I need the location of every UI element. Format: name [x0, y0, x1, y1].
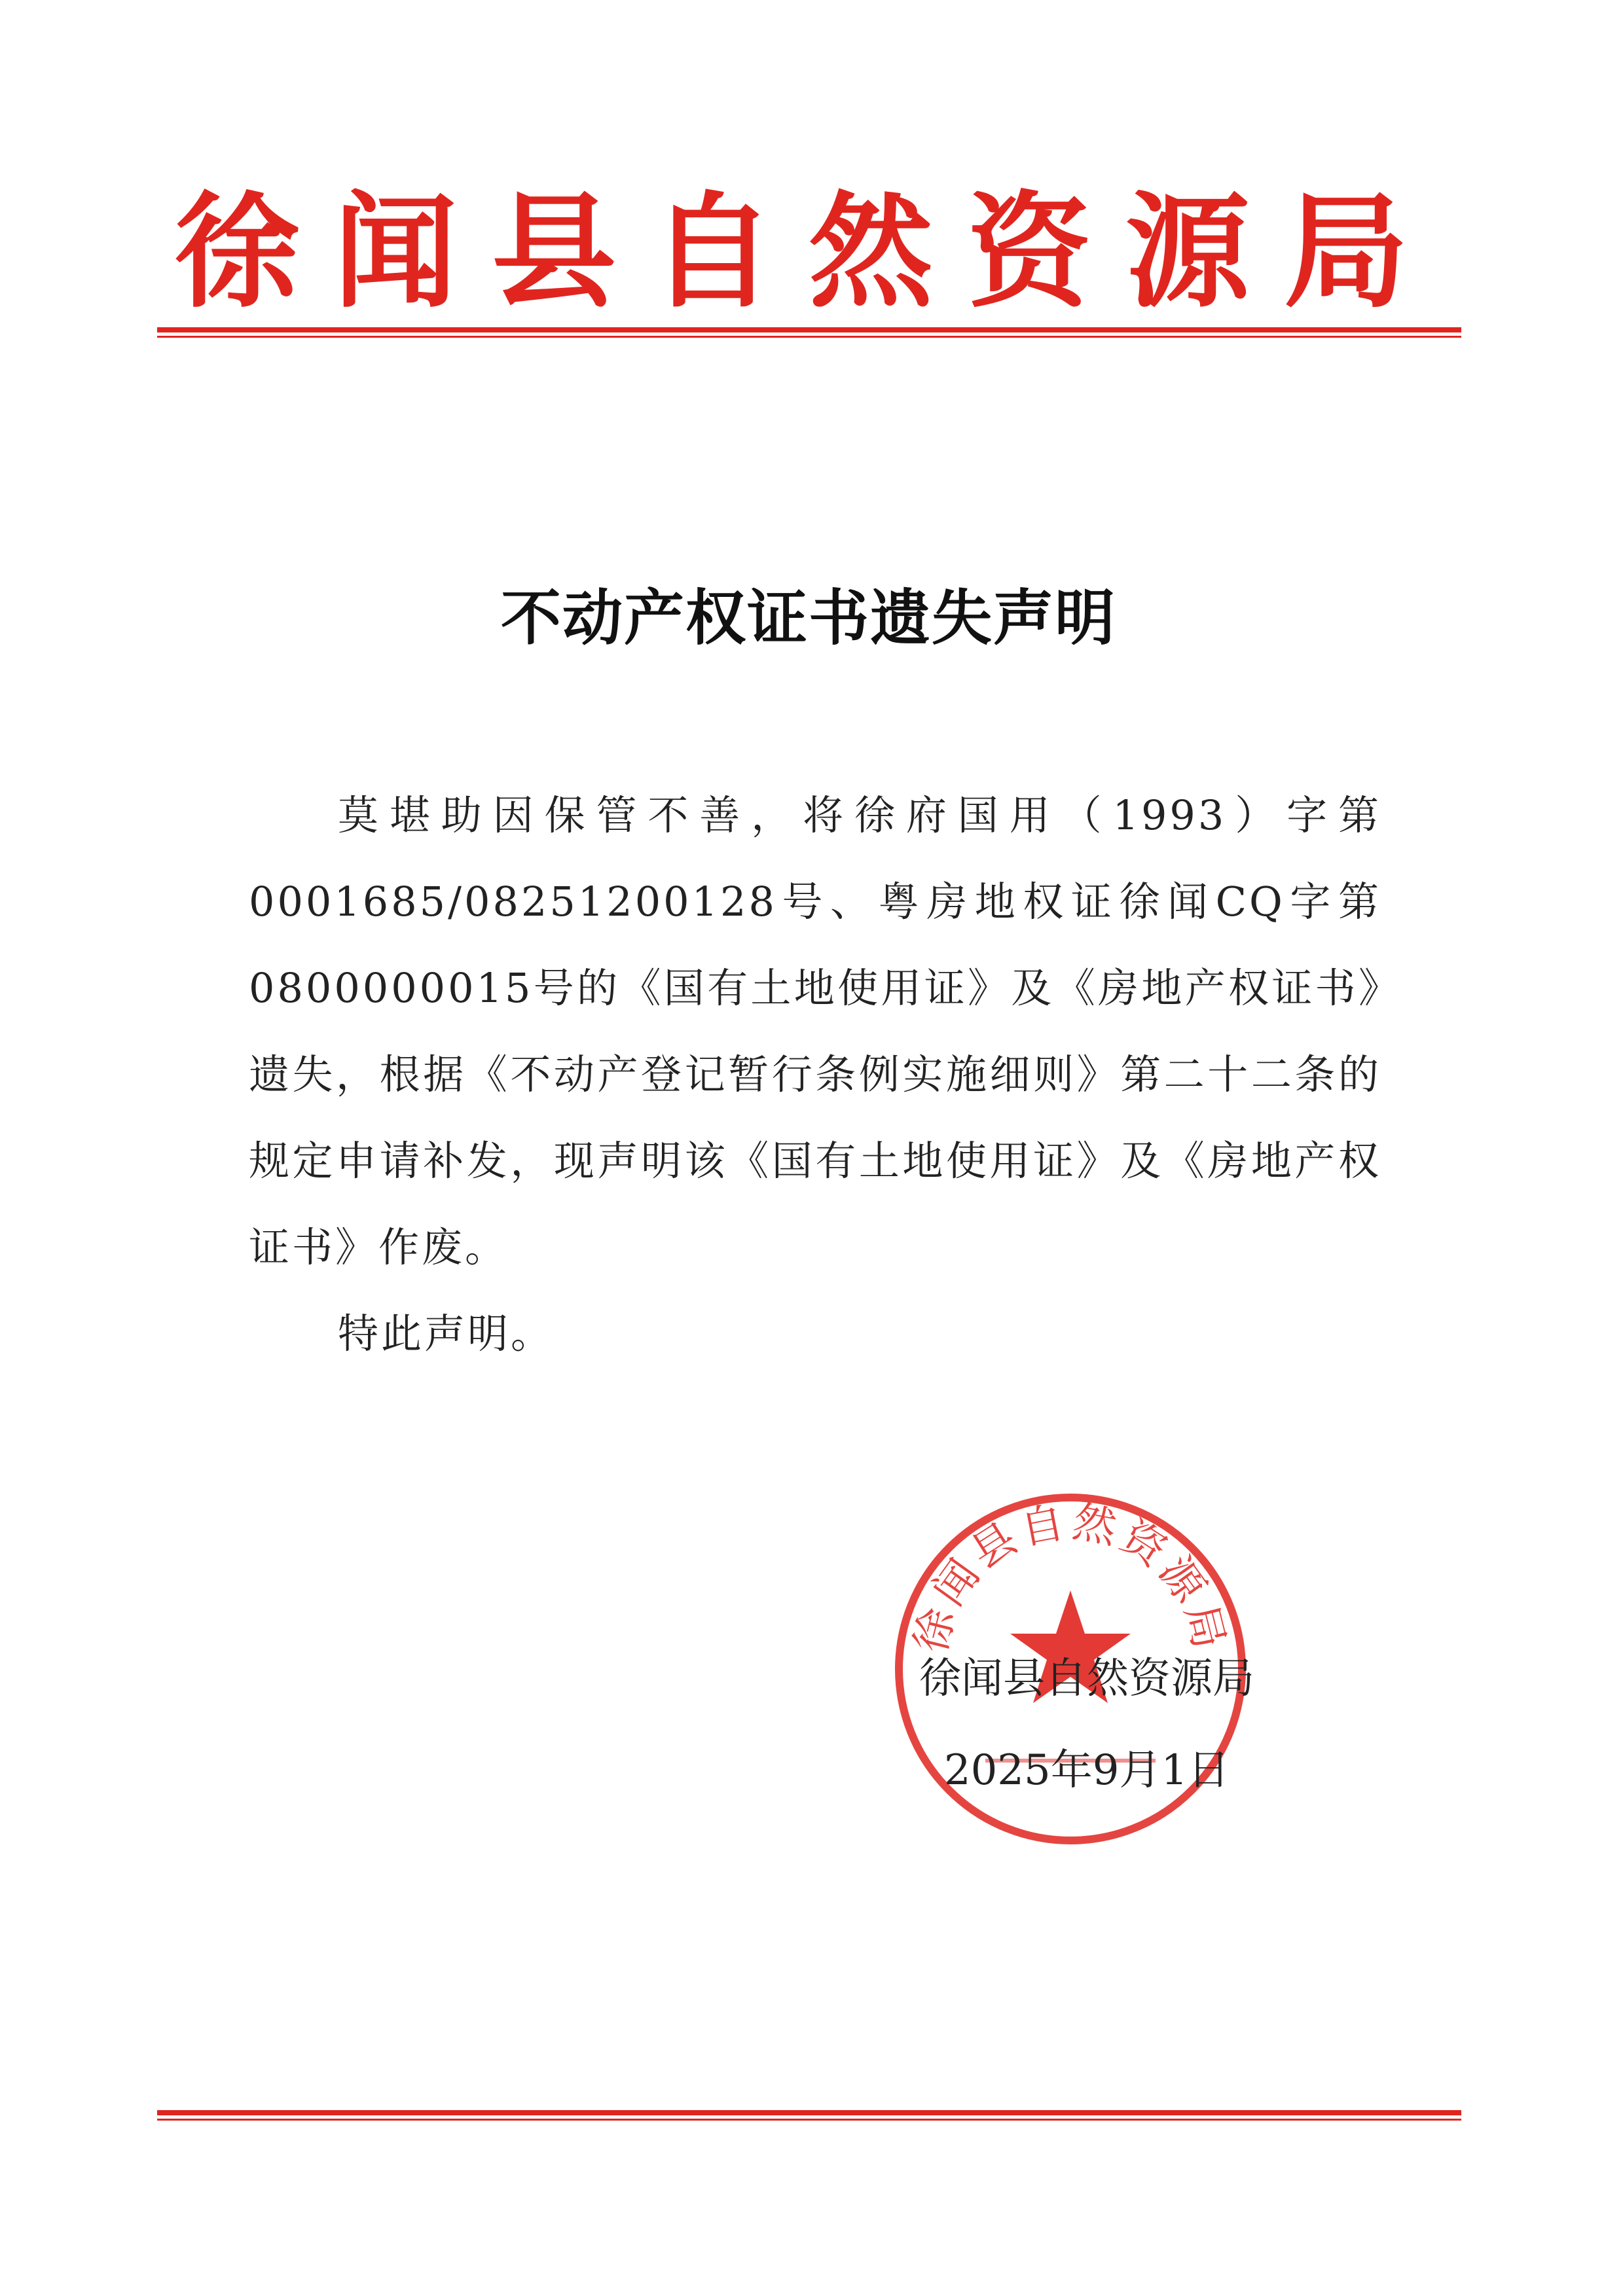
signature-issuer: 徐闻县自然资源局: [919, 1655, 1254, 1703]
document-title: 不动产权证书遗失声明: [500, 583, 1116, 653]
seal-text: 徐闻县自然资源局: [905, 1496, 1236, 1658]
document-body: [249, 772, 1381, 1377]
footer-red-rule: [157, 2110, 1461, 2121]
signature-block: [903, 1633, 1270, 1816]
signature-date: 2025年9月1日: [943, 1746, 1230, 1795]
body-paragraph-closing: 特此声明。: [338, 1310, 555, 1357]
letterhead-red-rule: [157, 327, 1461, 338]
body-paragraph-declaration: 莫堪助因保管不善，将徐府国用（1993）字第0001685/08251200128号、粤房地权证徐闻CQ字第0800000015号的《国有土地使用证》及《房地产权证书》遗失，根据《不动产登记暂行条例实施细则》第二十二条的规定申请补发，现声明该《国有土地使用证》及《房地产权证书》作废。: [249, 791, 1381, 1271]
letterhead-org-name: 徐闻县自然资源局: [174, 179, 1442, 325]
